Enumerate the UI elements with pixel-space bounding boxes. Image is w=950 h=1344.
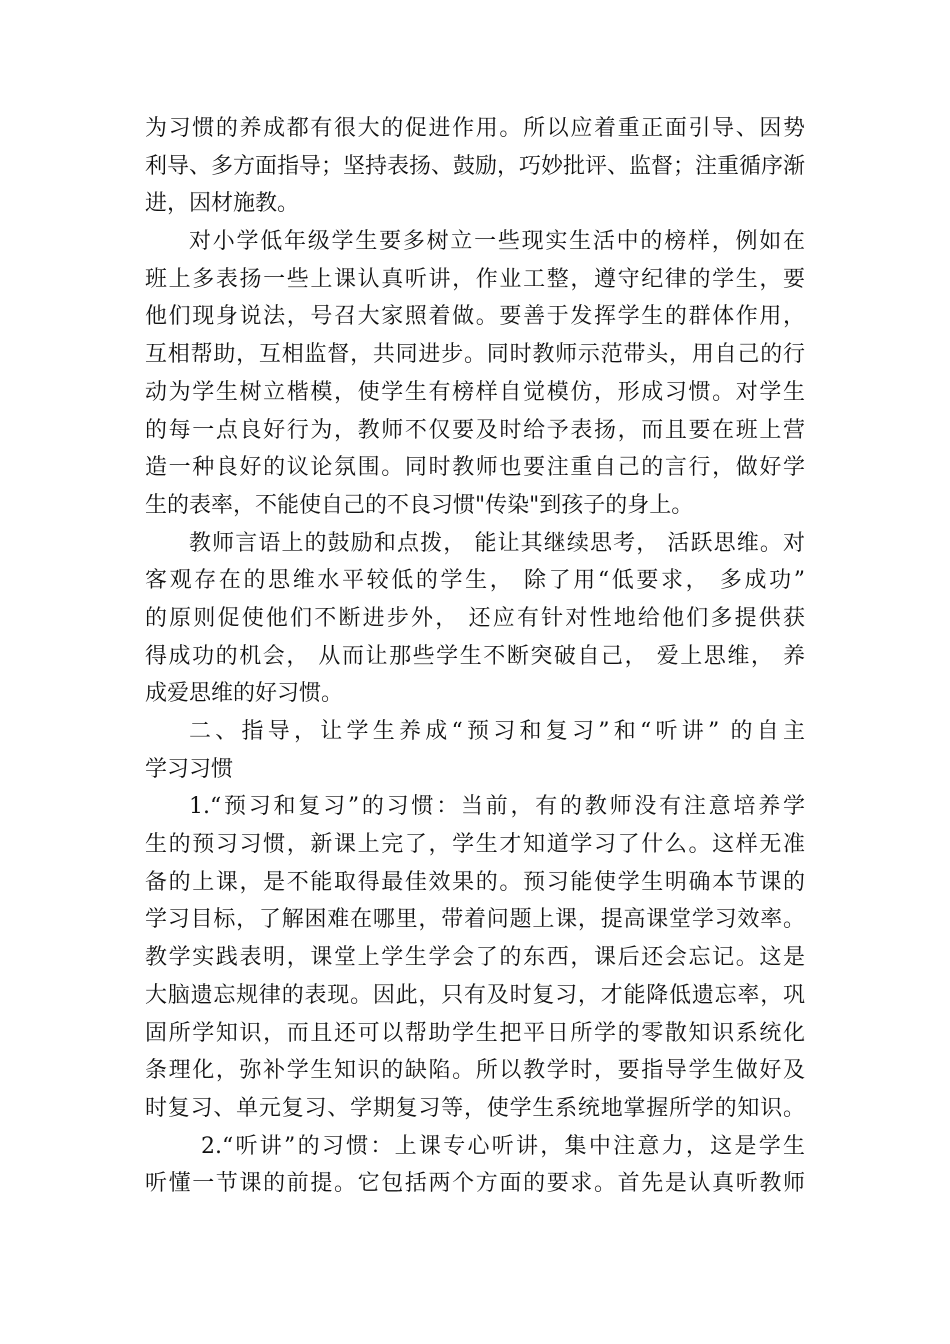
section-heading — [145, 713, 805, 788]
text-line: 教师言语上的鼓励和点拨， 能让其继续思考， 活跃思维。对 — [189, 530, 805, 556]
text-line: 的每一点良好行为，教师不仅要及时给予表扬，而且要在班上营 — [145, 417, 805, 443]
text-line: 学习习惯 — [145, 756, 234, 782]
paragraph — [145, 1128, 805, 1203]
text-line: 二、指导，让学生养成“预习和复习”和“听讲” 的自主 — [189, 719, 805, 744]
text-line: 学习目标，了解困难在哪里，带着问题上课，提高课堂学习效率。 — [145, 907, 805, 933]
document-body — [145, 110, 805, 1203]
text-line: 备的上课，是不能取得最佳效果的。预习能使学生明确本节课的 — [145, 869, 805, 895]
text-line: 听懂一节课的前提。它包括两个方面的要求。首先是认真听教师 — [145, 1171, 805, 1197]
paragraph — [145, 223, 805, 525]
text-line: 得成功的机会， 从而让那些学生不断突破自己， 爱上思维， 养 — [145, 643, 805, 669]
text-line: 2.“听讲”的习惯：上课专心听讲，集中注意力，这是学生 — [201, 1133, 805, 1159]
text-line: 固所学知识，而且还可以帮助学生把平日所学的零散知识系统化 — [145, 1020, 805, 1046]
paragraph — [145, 110, 805, 223]
text-line: 生的表率，不能使自己的不良习惯"传染"到孩子的身上。 — [145, 492, 694, 518]
paragraph — [145, 788, 805, 1127]
text-line: 客观存在的思维水平较低的学生， 除了用“低要求， 多成功” — [145, 568, 805, 594]
text-line: 1.“预习和复习”的习惯：当前，有的教师没有注意培养学 — [189, 794, 805, 820]
text-line: 生的预习习惯，新课上完了，学生才知道学习了什么。这样无准 — [145, 832, 805, 858]
text-line: 造一种良好的议论氛围。同时教师也要注重自己的言行，做好学 — [145, 455, 805, 481]
text-line: 大脑遗忘规律的表现。因此，只有及时复习，才能降低遗忘率，巩 — [145, 982, 805, 1008]
text-line: 教学实践表明，课堂上学生学会了的东西，课后还会忘记。这是 — [145, 945, 805, 971]
text-line: 动为学生树立楷模，使学生有榜样自觉模仿，形成习惯。对学生 — [145, 379, 805, 405]
text-line: 时复习、单元复习、学期复习等，使学生系统地掌握所学的知识。 — [145, 1095, 805, 1121]
text-line: 条理化，弥补学生知识的缺陷。所以教学时，要指导学生做好及 — [145, 1058, 805, 1084]
paragraph — [145, 525, 805, 713]
text-line: 进，因材施教。 — [145, 191, 300, 217]
text-line: 利导、多方面指导；坚持表扬、鼓励，巧妙批评、监督；注重循序渐 — [145, 153, 805, 179]
text-line: 对小学低年级学生要多树立一些现实生活中的榜样，例如在 — [189, 229, 805, 255]
text-line: 的原则促使他们不断进步外， 还应有针对性地给他们多提供获 — [145, 605, 805, 631]
text-line: 班上多表扬一些上课认真听讲，作业工整，遵守纪律的学生，要 — [145, 266, 805, 292]
text-line: 他们现身说法，号召大家照着做。要善于发挥学生的群体作用， — [145, 304, 805, 330]
text-line: 为习惯的养成都有很大的促进作用。所以应着重正面引导、因势 — [145, 116, 805, 141]
text-line: 互相帮助，互相监督，共同进步。同时教师示范带头，用自己的行 — [145, 342, 805, 368]
text-line: 成爱思维的好习惯。 — [145, 681, 344, 707]
